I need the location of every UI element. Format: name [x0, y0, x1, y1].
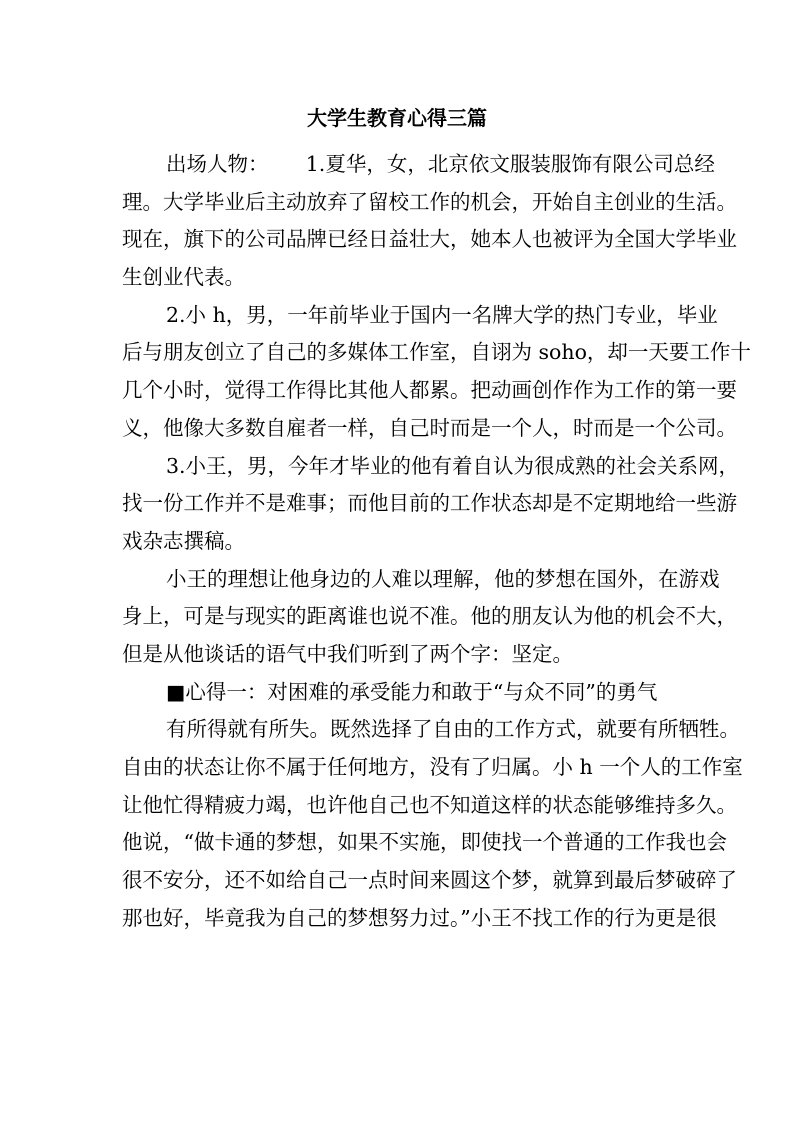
paragraph-line: 很不安分，还不如给自己一点时间来圆这个梦，就算到最后梦破碎了: [122, 868, 737, 893]
paragraph-line: 让他忙得精疲力竭，也许他自己也不知道这样的状态能够维持多久。: [122, 792, 737, 817]
paragraph-line: 找一份工作并不是难事；而他目前的工作状态却是不定期地给一些游: [122, 491, 737, 516]
document-body: [122, 146, 751, 937]
paragraph-line: 小王的理想让他身边的人难以理解，他的梦想在国外，在游戏: [166, 566, 720, 591]
paragraph-line: 义，他像大多数自雇者一样，自己时而是一个人，时而是一个公司。: [122, 415, 737, 440]
paragraph-line: 他说，“做卡通的梦想，如果不实施，即使找一个普通的工作我也会: [122, 830, 727, 855]
paragraph-line: 理。大学毕业后主动放弃了留校工作的机会，开始自主创业的生活。: [122, 189, 737, 214]
paragraph-line: 后与朋友创立了自己的多媒体工作室，自诩为 soho，却一天要工作十: [122, 340, 751, 365]
paragraph-line: 3.小王，男，今年才毕业的他有着自认为很成熟的社会关系网，: [166, 453, 740, 478]
section-heading: ■心得一：对困难的承受能力和敢于“与众不同”的勇气: [166, 679, 658, 704]
paragraph-line: 自由的状态让你不属于任何地方，没有了归属。小 h 一个人的工作室: [122, 755, 743, 779]
paragraph-line: 现在，旗下的公司品牌已经日益壮大，她本人也被评为全国大学毕业: [122, 227, 737, 252]
paragraph-line: 那也好，毕竟我为自己的梦想努力过。”小王不找工作的行为更是很: [122, 905, 717, 930]
paragraph-line: 身上，可是与现实的距离谁也说不准。他的朋友认为他的机会不大，: [122, 604, 737, 629]
paragraph-line: 生创业代表。: [122, 265, 245, 290]
paragraph-line: 2.小 h，男，一年前毕业于国内一名牌大学的热门专业，毕业: [166, 302, 718, 327]
paragraph-line: 但是从他谈话的语气中我们听到了两个字：坚定。: [122, 641, 573, 666]
paragraph-line: 戏杂志撰稿。: [122, 528, 245, 553]
paragraph-line: 几个小时，觉得工作得比其他人都累。把动画创作作为工作的第一要: [122, 378, 737, 403]
paragraph-line: 出场人物： 1.夏华，女，北京依文服装服饰有限公司总经: [166, 152, 715, 176]
paragraph-line: 有所得就有所失。既然选择了自由的工作方式，就要有所牺牲。: [166, 717, 740, 742]
document-title: 大学生教育心得三篇: [307, 106, 487, 130]
